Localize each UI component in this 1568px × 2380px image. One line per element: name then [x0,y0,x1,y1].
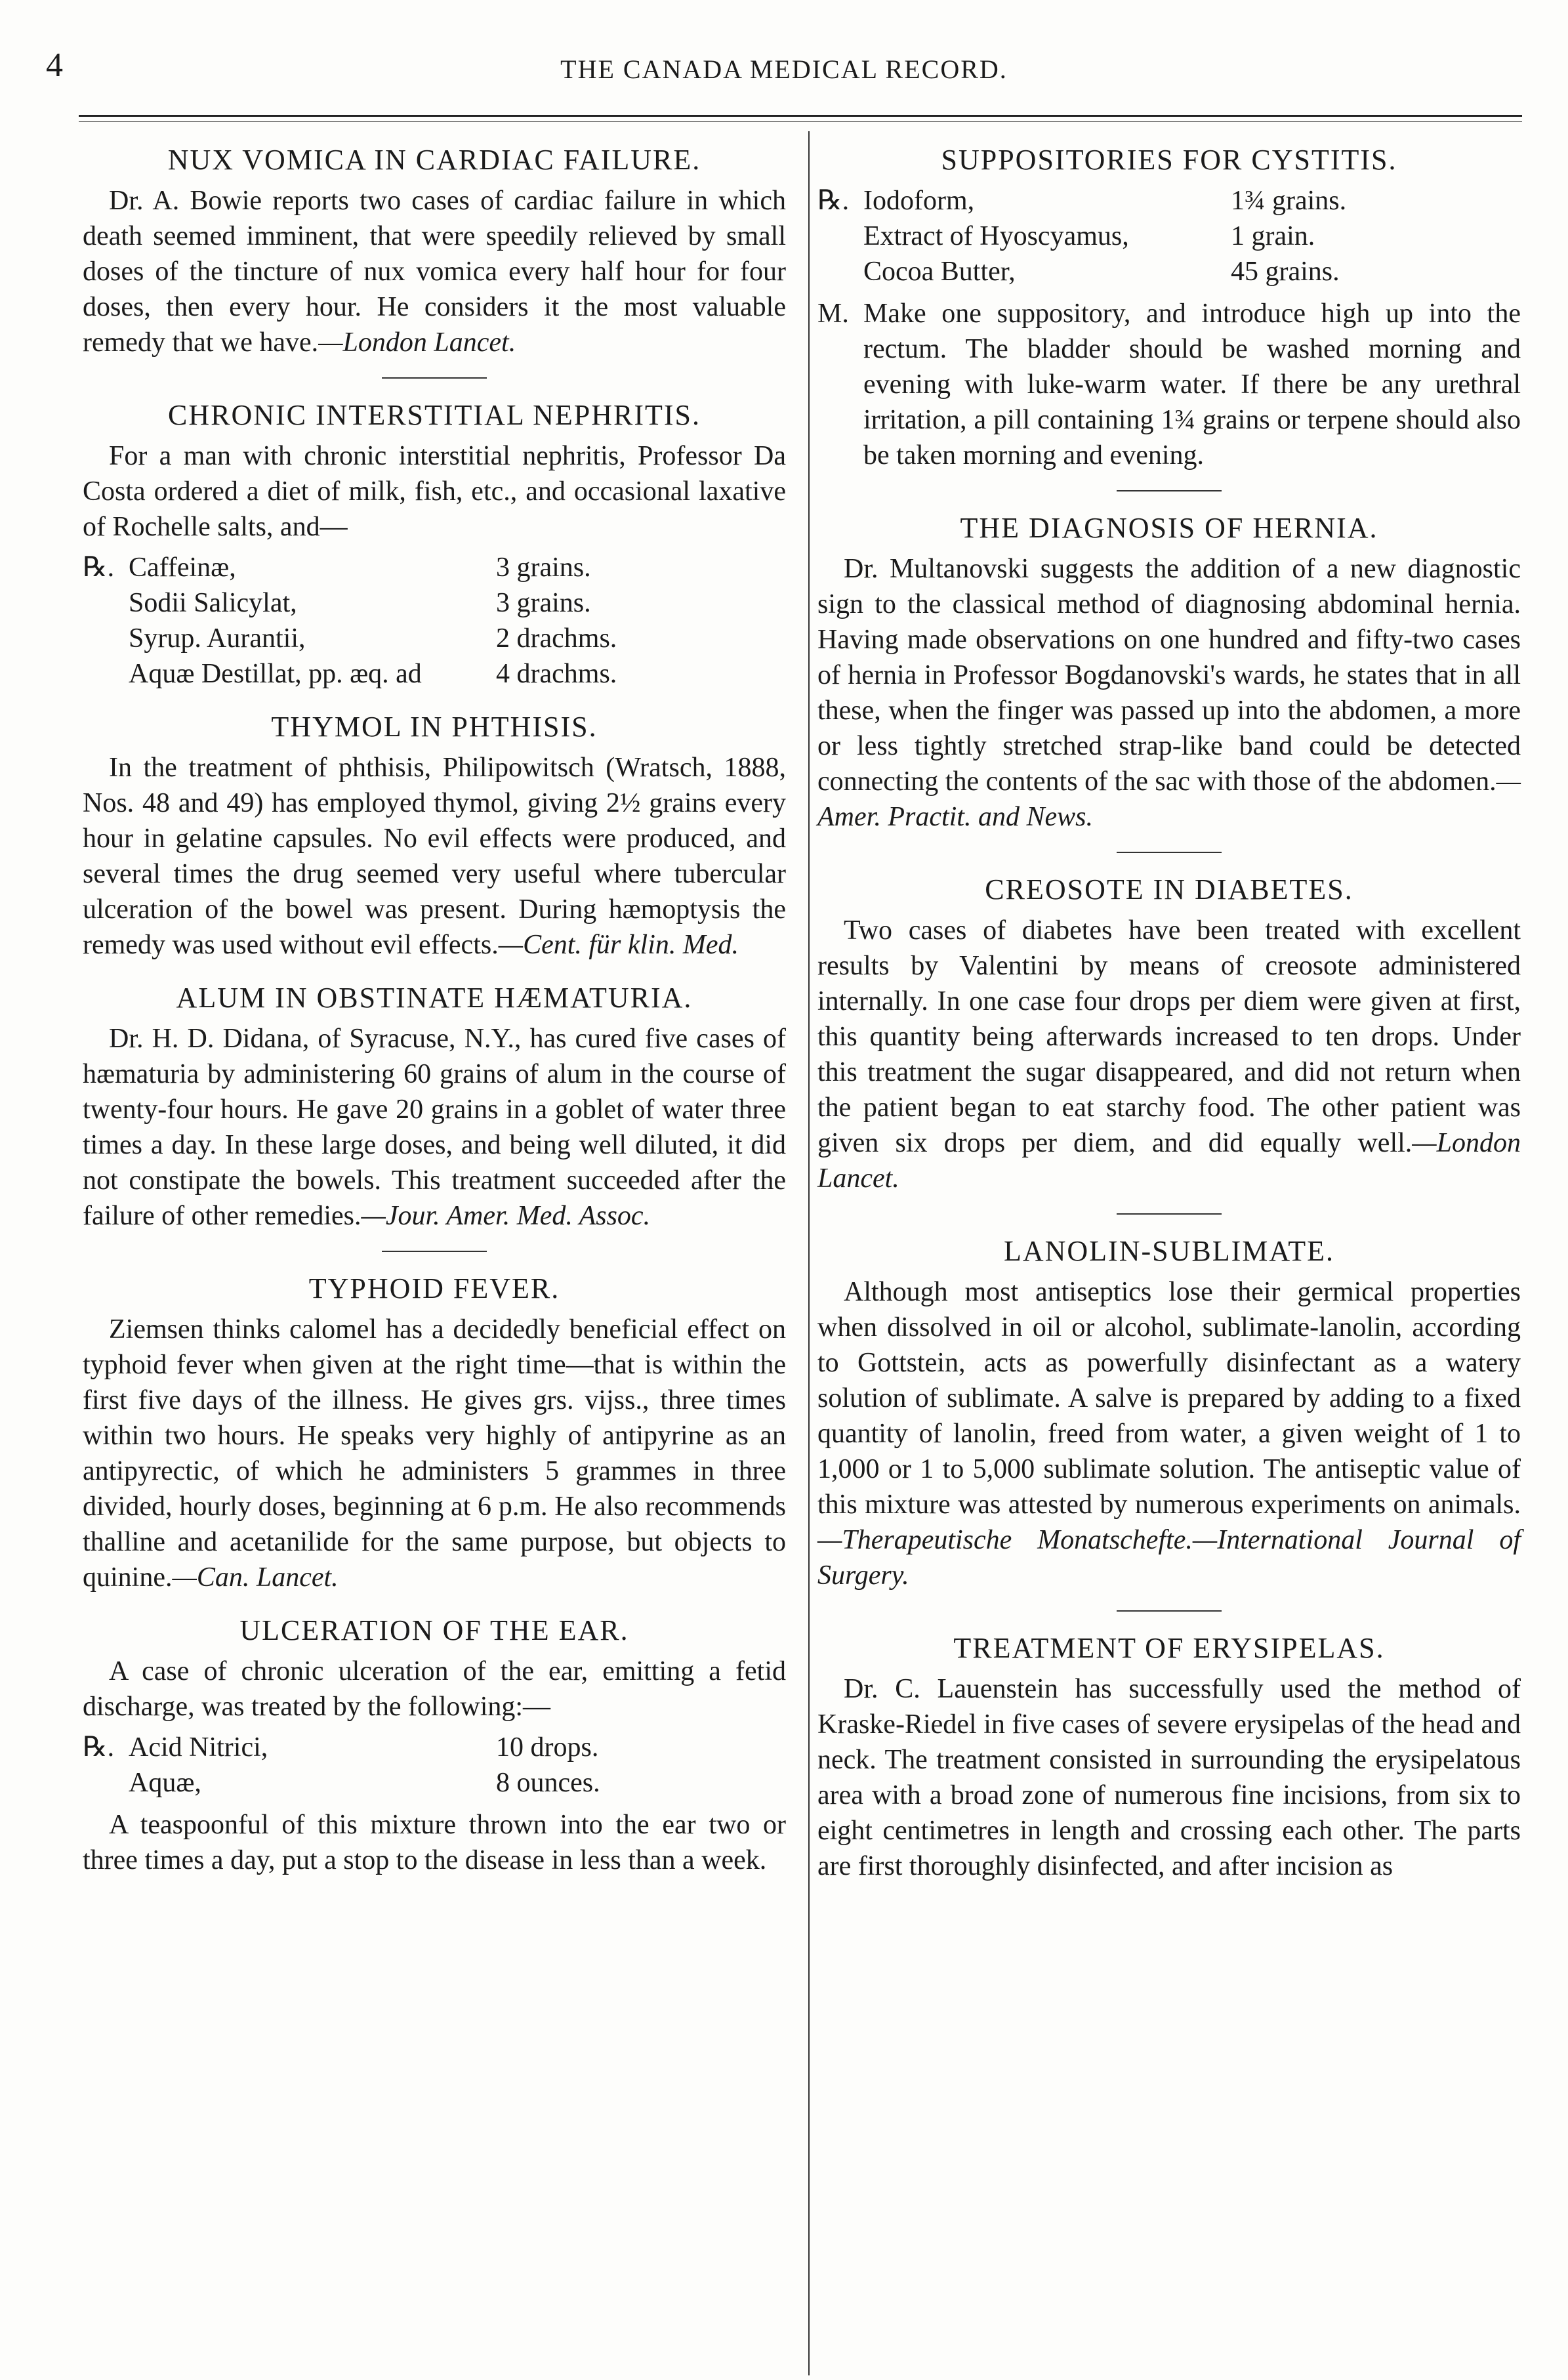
article-body: Although most antiseptics lose their germical properties when dissolved in oil or alcohol, sublimate-lanolin, according to Gottstein, acts as powerfully disinfectant as a watery solution of sublimate. A salve is prepared by adding to a fixed quantity of lanolin, freed from water, a given weight of 1 to 1,000 or 1 to 5,000 sublimate solution. The antiseptic value of this mixture was attested by numerous experiments on animals.—Therapeutische Monatschefte.—International Journal of Surgery. [817,1277,1521,1591]
article-body: A teaspoonful of this mixture thrown into the ear two or three times a day, put a stop to the disease in less than a week. [83,1810,786,1875]
article-body: Dr. C. Lauenstein has successfully used the method of Kraske-Riedel in five cases of severe erysipelas of the head and neck. The treatment consisted in surrounding the erysipelatous area with a broad zone of numerous fine incisions, from six to eight centimetres in length and crossing each other. The parts are first thoroughly disinfected, and after incision as [817,1674,1521,1881]
article-title: THE DIAGNOSIS OF HERNIA. [960,512,1378,544]
section-separator [1117,490,1222,491]
article-typhoid [83,1270,786,1595]
article-nephritis [83,397,786,692]
article-title: ALUM IN OBSTINATE HÆMATURIA. [176,982,693,1014]
article-cystitis [817,142,1521,473]
article-title: TREATMENT OF ERYSIPELAS. [953,1632,1385,1664]
left-column [83,142,786,1895]
article-body: For a man with chronic interstitial nephritis, Professor Da Costa ordered a diet of milk, fish, etc., and occasional laxative of Rochelle salts, and— [83,441,786,542]
prescription [817,183,1521,289]
article-source: —Amer. Practit. and News. [817,766,1521,832]
prescription [83,550,786,692]
m-symbol: M. [817,299,849,329]
article-erysipelas [817,1630,1521,1884]
article-alum [83,980,786,1234]
article-title: THYMOL IN PHTHISIS. [271,711,598,743]
article-hernia [817,510,1521,835]
section-separator [1117,1213,1222,1215]
article-body: Ziemsen thinks calomel has a decidedly beneficial effect on typhoid fever when given at the right time—that is within the first five days of the illness. He gives grs. vijss., three times within two hours. He speaks very highly of antipyrine as an antipyrectic, of which he administers 5 grammes in three divided, hourly doses, beginning at 6 p.m. He also recommends thalline and acetanilide for the same purpose, but objects to quinine.—Can. Lancet. [83,1314,786,1593]
page-number: 4 [46,47,63,84]
article-source: —Therapeutische Monatschefte.—International Journal of Surgery. [817,1525,1521,1591]
article-title: CHRONIC INTERSTITIAL NEPHRITIS. [168,399,701,431]
article-body: A case of chronic ulceration of the ear, emitting a fetid discharge, was treated by the following:— [83,1656,786,1722]
prescription-row: Syrup. Aurantii, 2 drachms. [129,623,617,654]
prescription-row: ℞. Iodoform, 1¾ grains. [817,183,1521,219]
article-title: ULCERATION OF THE EAR. [239,1614,629,1646]
rx-symbol: ℞. [83,553,115,583]
article-source: —Can. Lancet. [172,1562,339,1593]
article-source: —London Lancet. [318,327,516,358]
article-body: Two cases of diabetes have been treated with excellent results by Valentini by means of creosote administered internally. In one case four drops per diem were given at first, this quantity being afterwards increased to ten drops. Under this treatment the sugar disappeared, and did not return when the patient began to eat starchy food. The other patient was given six drops per diem, and did equally well.—London Lancet. [817,915,1521,1194]
article-body: Dr. A. Bowie reports two cases of cardiac failure in which death seemed imminent, that were speedily relieved by small doses of the tincture of nux vomica every half hour for four doses, then every hour. He considers it the most valuable remedy that we have.—London Lancet. [83,186,786,358]
section-separator [382,1251,487,1252]
article-source: —Jour. Amer. Med. Assoc. [361,1201,651,1231]
mix-instruction [817,296,1521,473]
page-header [46,41,1522,93]
header-rule-thin [79,121,1522,122]
article-title: LANOLIN-SUBLIMATE. [1003,1235,1335,1267]
article-source: —Cent. für klin. Med. [498,930,739,960]
prescription-row: Sodii Salicylat, 3 grains. [129,588,591,618]
article-body: Dr. Multanovski suggests the addition of a new diagnostic sign to the classical method of diagnosing abdominal hernia. Having made observations on one hundred and fifty-two cases of hernia in Professor Bogdanovski's wards, he states that in all these, when the finger was passed up into the abdomen, a more or less tightly stretched strap-like band could be detected connecting the contents of the sac with those of the abdomen.—Amer. Practit. and News. [817,554,1521,832]
prescription-row: Aquæ Destillat, pp. æq. ad 4 drachms. [129,659,617,689]
article-nux-vomica [83,142,786,360]
prescription-row: Cocoa Butter, 45 grains. [863,257,1340,287]
article-body: Make one suppository, and introduce high up into the rectum. The bladder should be washed morning and evening with luke-warm water. If there be any urethral irritation, a pill containing 1¾ grains or terpene should also be taken morning and evening. [863,299,1521,470]
prescription-row: ℞. Acid Nitrici, 10 drops. [83,1730,786,1765]
article-creosote [817,871,1521,1196]
article-source: —London Lancet. [817,1128,1521,1194]
article-thymol [83,709,786,963]
article-title: NUX VOMICA IN CARDIAC FAILURE. [167,144,701,176]
header-rule [79,115,1522,117]
prescription [83,1730,786,1801]
column-divider [808,131,810,2375]
article-lanolin [817,1233,1521,1593]
rx-symbol: ℞. [83,1732,115,1763]
article-title: SUPPOSITORIES FOR CYSTITIS. [941,144,1397,176]
section-separator [1117,1610,1222,1612]
prescription-row: Aquæ, 8 ounces. [129,1768,600,1798]
article-ear [83,1612,786,1878]
article-title: TYPHOID FEVER. [308,1272,560,1305]
prescription-row: ℞. Caffeinæ, 3 grains. [83,550,786,585]
running-title: THE CANADA MEDICAL RECORD. [560,54,1008,84]
right-column [817,142,1521,1901]
rx-symbol: ℞. [817,186,850,216]
article-body: Dr. H. D. Didana, of Syracuse, N.Y., has cured five cases of hæmaturia by administering 60 grains of alum in the course of twenty-four hours. He gave 20 grains in a goblet of water three times a day. In these large doses, and being well diluted, it did not constipate the bowels. This treatment succeeded after the failure of other remedies.—Jour. Amer. Med. Assoc. [83,1024,786,1231]
section-separator [1117,852,1222,853]
section-separator [382,377,487,379]
article-body: In the treatment of phthisis, Philipowitsch (Wratsch, 1888, Nos. 48 and 49) has employed thymol, giving 2½ grains every hour in gelatine capsules. No evil effects were produced, and several times the drug seemed very useful where tubercular ulceration of the bowel was present. During hæmoptysis the remedy was used without evil effects.—Cent. für klin. Med. [83,753,786,960]
article-title: CREOSOTE IN DIABETES. [985,873,1353,906]
prescription-row: Extract of Hyoscyamus, 1 grain. [863,221,1315,251]
